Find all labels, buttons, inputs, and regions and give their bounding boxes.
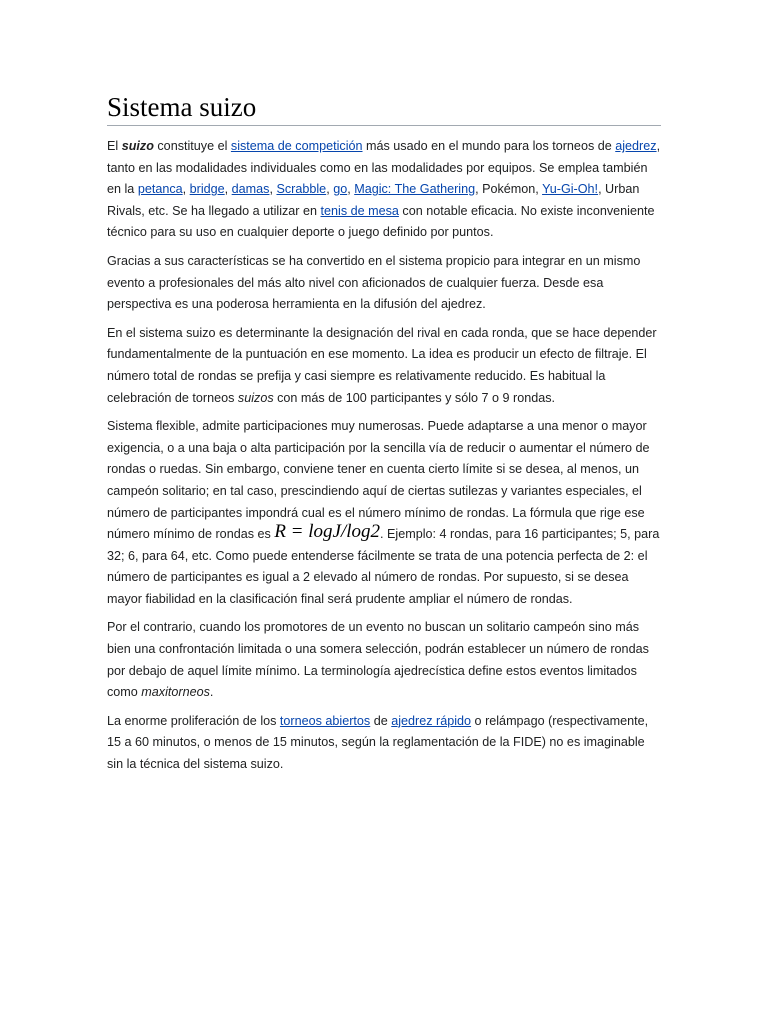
text: con notable eficacia. No existe inconveniente técnico para su uso en cualquier deporte o juego definido por puntos. (107, 203, 655, 240)
paragraph-flexible (107, 416, 661, 610)
text: , (269, 182, 277, 197)
text: En el sistema suizo es determinante la designación del rival en cada ronda, que se hace depender fundamentalmente de la puntuación en ese momento. La idea es producir un efecto de filtraje. El número total de rondas se prefija y casi siempre es relativamente reducido. Es habitual la celebración de torneos (107, 325, 657, 405)
paragraph-proliferacion (107, 711, 661, 776)
text: , (326, 182, 334, 197)
text: Sistema flexible, admite participaciones muy numerosas. Puede adaptarse a una menor o mayor exigencia, o a una baja o alta participación por la sencilla vía de reducir o aumentar el número de rondas o ruedas. Sin embargo, conviene tener en cuenta cierto límite si se desea, al menos, un campeón solitario; en tal caso, prescindiendo aquí de ciertas sutilezas y variantes especiales, el número de participantes impondrá cual es el número mínimo de rondas. La fórmula que rige ese número mínimo de rondas es (107, 419, 650, 542)
link-petanca[interactable]: petanca (137, 182, 183, 197)
text: de (370, 713, 392, 728)
article (107, 90, 661, 783)
text: El (107, 139, 122, 153)
link-torneos-abiertos[interactable]: torneos abiertos (279, 713, 371, 728)
text: . (209, 685, 214, 700)
article-body (107, 136, 661, 776)
link-tenis-de-mesa[interactable]: tenis de mesa (320, 203, 399, 218)
paragraph-designacion (107, 323, 661, 409)
link-scrabble[interactable]: Scrabble (276, 182, 327, 197)
text: , Pokémon, (475, 182, 543, 197)
link-yu-gi-oh[interactable]: Yu-Gi-Oh! (542, 182, 599, 197)
text: , (224, 182, 232, 197)
text: , (347, 182, 355, 197)
text: con más de 100 participantes y sólo 7 o 9 rondas. (273, 390, 556, 405)
text: , (182, 182, 190, 197)
link-magic-the-gathering[interactable]: Magic: The Gathering (354, 182, 476, 197)
paragraph-maxitorneos (107, 617, 661, 703)
italic-term-suizos: suizos (237, 390, 274, 405)
text: Por el contrario, cuando los promotores de un evento no buscan un solitario campeón sino más bien una confrontación limitada o una somera selección, podrán establecer un número de rondas por debajo de aquel límite mínimo. La terminología ajedrecística define estos eventos limitados como (107, 620, 649, 700)
text: o relámpago (respectivamente, 15 a 60 minutos, o menos de 15 minutos, según la reglamentación de la FIDE) no es imaginable sin la técnica del sistema suizo. (107, 713, 649, 772)
bold-term-suizo: suizo (121, 139, 154, 153)
link-bridge[interactable]: bridge (189, 182, 225, 197)
page-title: Sistema suizo (107, 90, 661, 126)
text: . Ejemplo: 4 rondas, para 16 participantes; 5, para 32; 6, para 64, etc. Como puede entenderse fácilmente se trata de una potencia perfecta de 2: el número de participantes es igual a 2 elevado al número de rondas. Por supuesto, si se desea mayor fiabilidad en la clasificación final será prudente ampliar el número de rondas. (107, 527, 660, 606)
text: más usado en el mundo para los torneos de (362, 139, 616, 153)
paragraph-caracteristicas: Gracias a sus características se ha convertido en el sistema propicio para integrar en un mismo evento a profesionales del más alto nivel con aficionados de cualquier fuerza. Desde esa perspectiva es una poderosa herramienta en la difusión del ajedrez. (107, 253, 641, 312)
text: , tanto en las modalidades individuales como en las modalidades por equipos. Se emplea también en la (107, 139, 661, 197)
link-damas[interactable]: damas (231, 182, 270, 197)
link-go[interactable]: go (333, 182, 348, 197)
link-sistema-de-competicion[interactable]: sistema de competición (230, 139, 363, 153)
link-ajedrez[interactable]: ajedrez (615, 139, 657, 153)
text: La enorme proliferación de los (107, 713, 280, 728)
math-formula: R = logJ/log2 (274, 521, 381, 543)
italic-term-maxitorneos: maxitorneos (141, 685, 210, 700)
text: , Urban Rivals, etc. Se ha llegado a utilizar en (107, 182, 640, 218)
paragraph-intro (107, 136, 661, 244)
link-ajedrez-rapido[interactable]: ajedrez rápido (391, 713, 472, 728)
text: constituye el (153, 139, 231, 153)
